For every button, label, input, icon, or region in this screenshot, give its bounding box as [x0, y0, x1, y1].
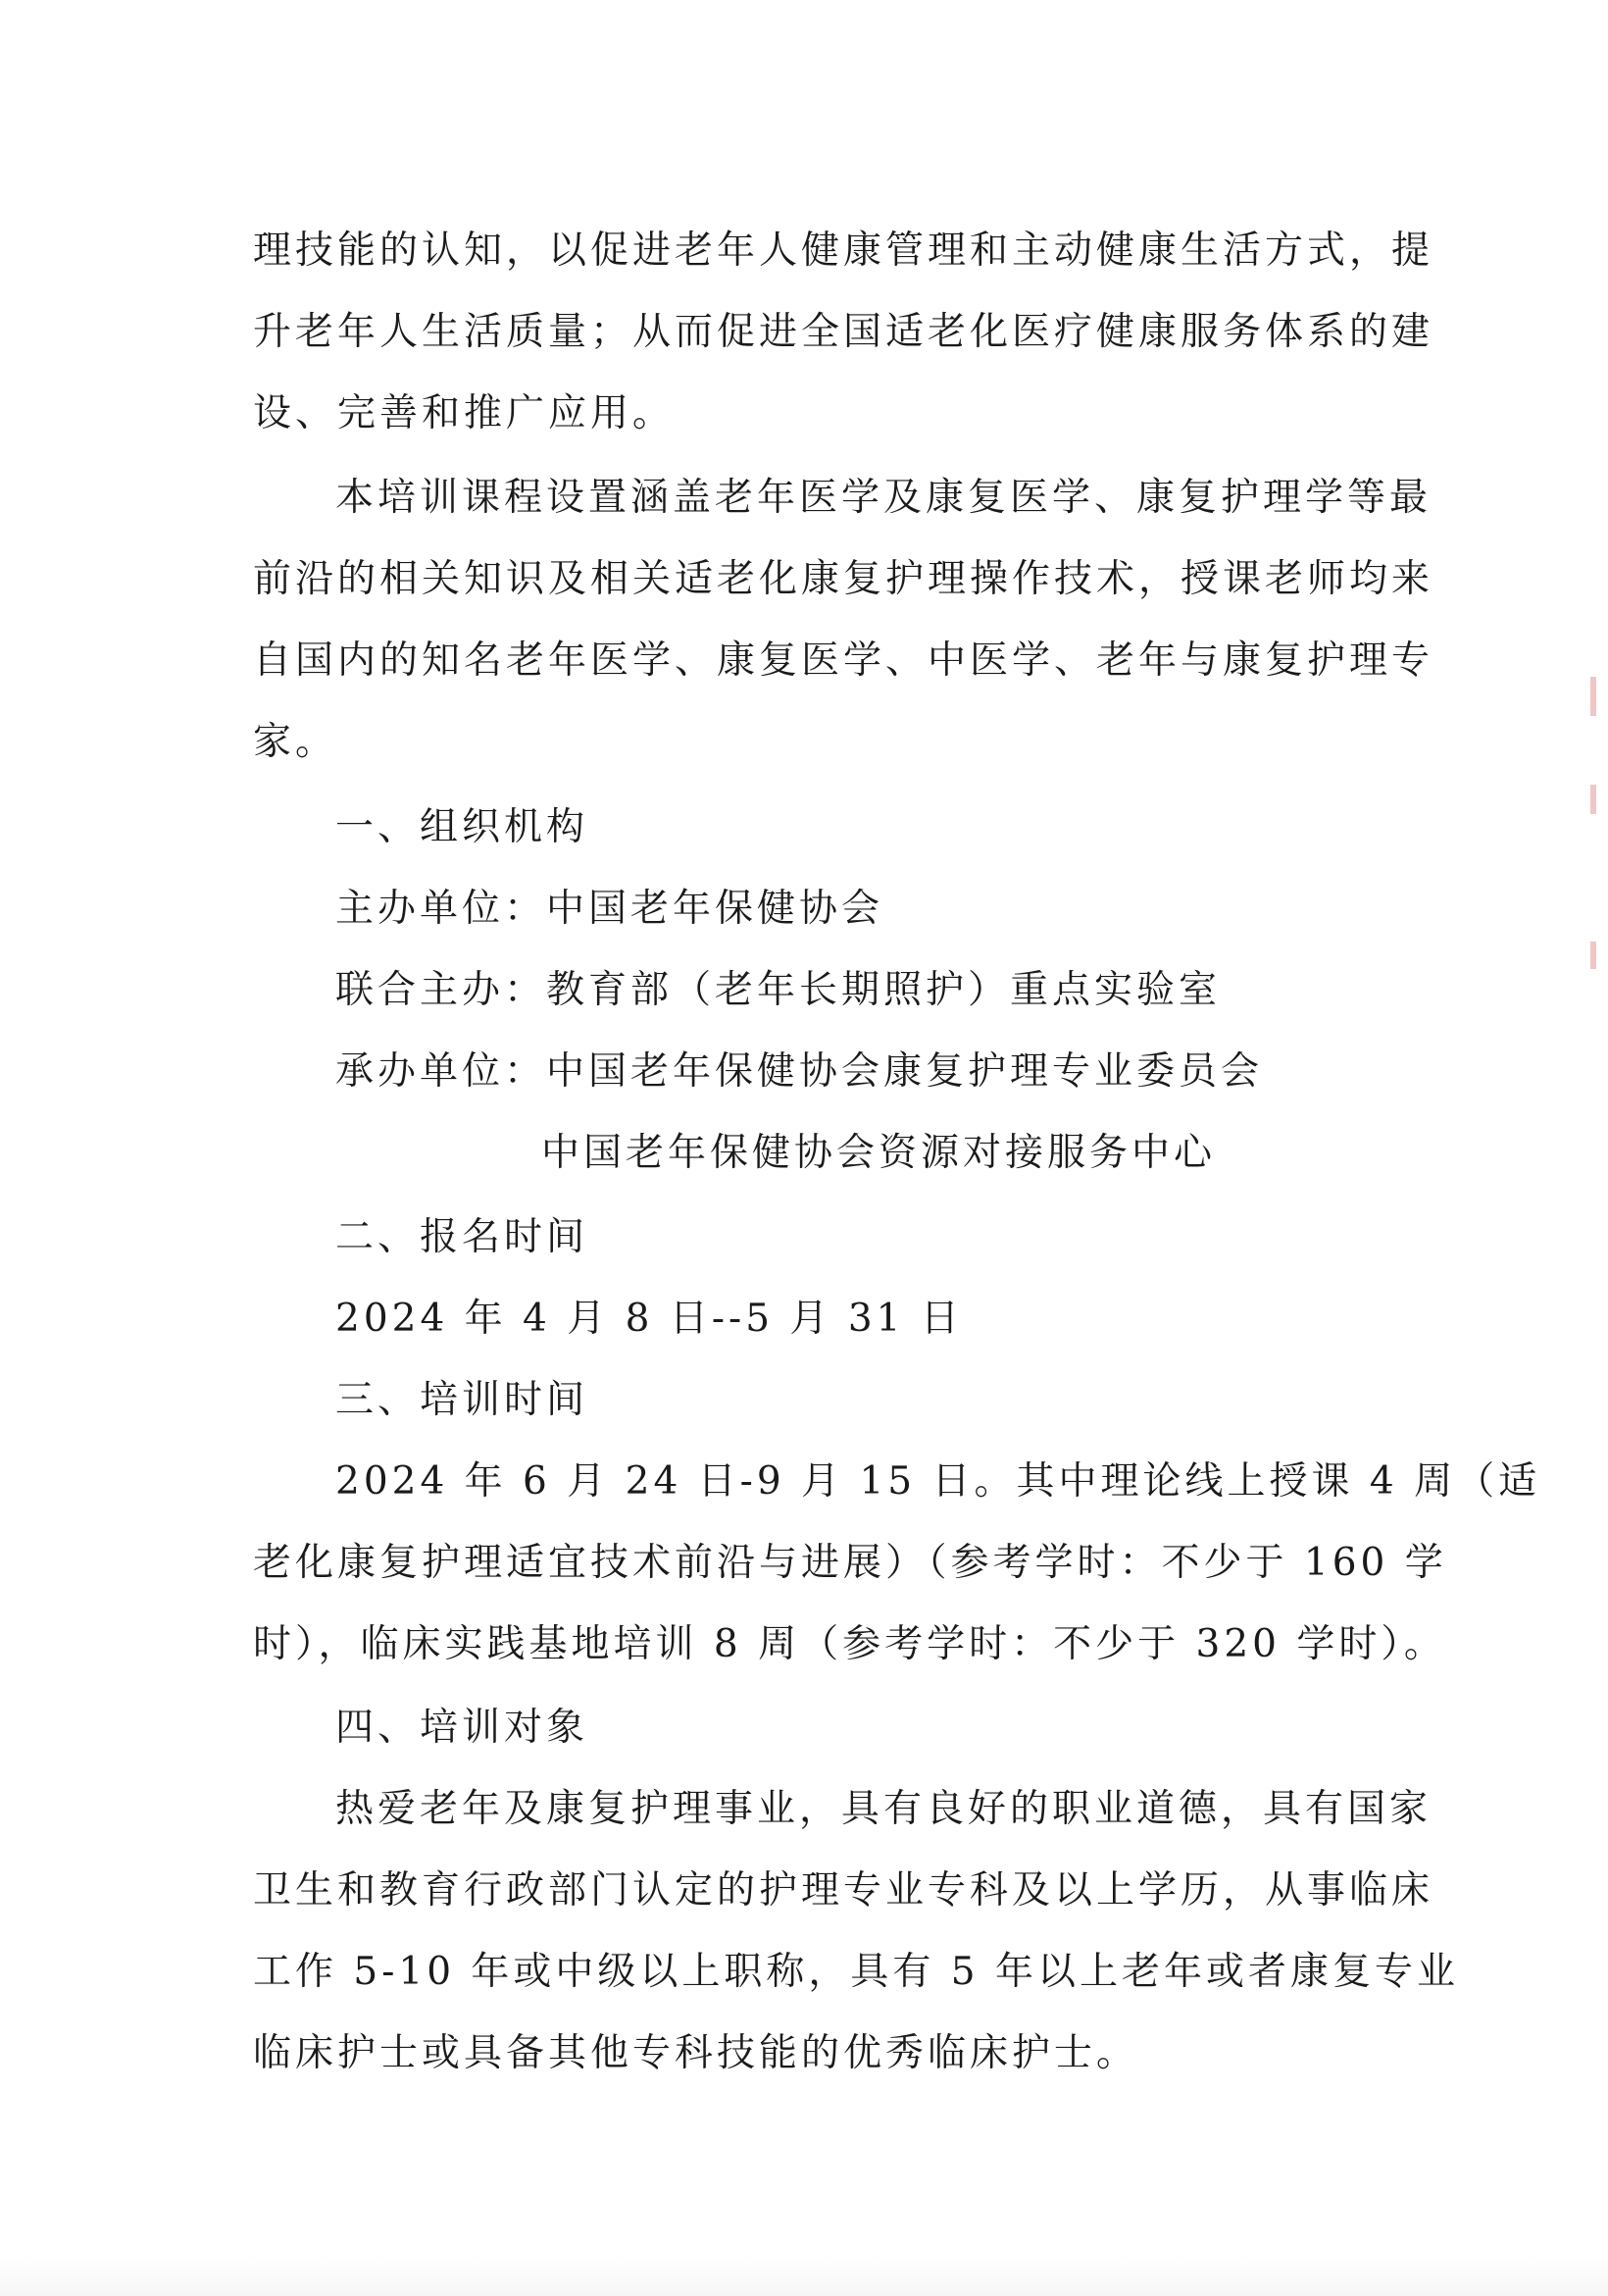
text-line: 自国内的知名老年医学、康复医学、中医学、老年与康复护理专 — [253, 638, 1434, 683]
text-line: 前沿的相关知识及相关适老化康复护理操作技术，授课老师均来 — [253, 557, 1434, 601]
section-heading: 四、培训对象 — [335, 1706, 589, 1750]
text-line: 家。 — [253, 720, 338, 764]
registration-dates: 2024 年 4 月 8 日--5 月 31 日 — [335, 1297, 963, 1341]
text-line: 热爱老年及康复护理事业，具有良好的职业道德，具有国家 — [335, 1787, 1432, 1831]
seal-edge-mark — [1590, 677, 1596, 716]
text-line: 本培训课程设置涵盖老年医学及康复医学、康复护理学等最 — [335, 476, 1432, 520]
organizer-unit: 承办单位：中国老年保健协会康复护理专业委员会 — [335, 1049, 1264, 1094]
course-paragraph — [253, 457, 1434, 783]
section-training-time — [253, 1359, 1541, 1685]
text-line: 2024 年 6 月 24 日-9 月 15 日。其中理论线上授课 4 周（适 — [335, 1459, 1541, 1504]
text-line: 工作 5-10 年或中级以上职称，具有 5 年以上老年或者康复专业 — [253, 1950, 1460, 1994]
text-line: 理技能的认知，以促进老年人健康管理和主动健康生活方式，提 — [253, 229, 1434, 273]
seal-edge-mark — [1590, 942, 1596, 969]
section-trainees — [253, 1687, 1460, 2094]
section-registration — [253, 1197, 1381, 1359]
section-heading: 二、报名时间 — [335, 1215, 589, 1259]
seal-edge-mark — [1590, 785, 1596, 814]
text-line: 老化康复护理适宜技术前沿与进展）（参考学时：不少于 160 学 — [253, 1541, 1447, 1585]
co-host-unit: 联合主办：教育部（老年长期照护）重点实验室 — [335, 968, 1222, 1012]
intro-paragraph — [253, 210, 1434, 454]
text-line: 临床护士或具备其他专科技能的优秀临床护士。 — [253, 2031, 1139, 2075]
section-heading: 一、组织机构 — [335, 805, 589, 849]
text-line: 时），临床实践基地培训 8 周（参考学时：不少于 320 学时）。 — [253, 1622, 1446, 1666]
organizer-unit-2: 中国老年保健协会资源对接服务中心 — [541, 1131, 1217, 1175]
text-line: 升老年人生活质量；从而促进全国适老化医疗健康服务体系的建 — [253, 310, 1434, 354]
section-organization — [253, 787, 1381, 1194]
host-unit: 主办单位：中国老年保健协会 — [335, 887, 884, 931]
section-heading: 三、培训时间 — [335, 1378, 589, 1422]
text-line: 卫生和教育行政部门认定的护理专业专科及以上学历，从事临床 — [253, 1868, 1434, 1913]
text-line: 设、完善和推广应用。 — [253, 391, 676, 435]
scan-shadow — [0, 2257, 1608, 2296]
